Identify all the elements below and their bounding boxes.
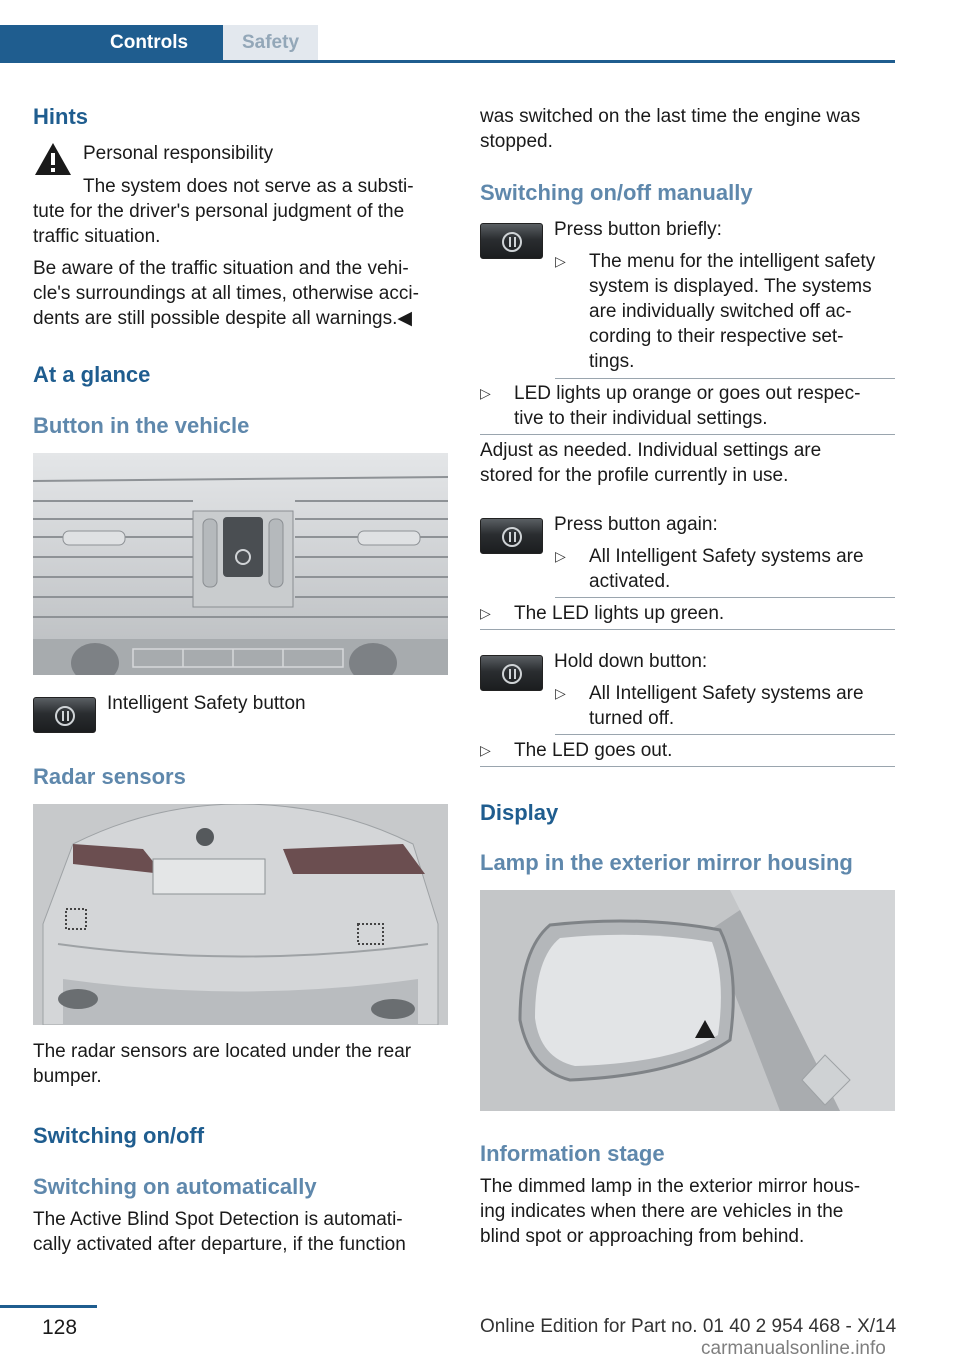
watermark: carmanualsonline.info xyxy=(701,1338,886,1359)
bullet-triangle-icon: ▷ xyxy=(480,385,491,401)
list-item-text: All Intelligent Safety systems are xyxy=(589,546,864,567)
display-heading: Display xyxy=(480,800,559,825)
page-number: 128 xyxy=(42,1316,78,1339)
list-item-text: The LED lights up green. xyxy=(514,603,725,624)
list-item-text: The menu for the intelligent safety xyxy=(589,251,876,272)
list-item-text: cording to their respective set- xyxy=(589,326,844,347)
list-divider xyxy=(480,766,895,767)
lamp-mirror-heading: Lamp in the exterior mirror housing xyxy=(480,850,853,875)
bullet-triangle-icon: ▷ xyxy=(480,742,491,758)
switching-manually-heading: Switching on/off manually xyxy=(480,180,753,205)
tab-controls[interactable]: Controls xyxy=(0,25,223,60)
info-text-line: blind spot or approaching from behind. xyxy=(480,1226,805,1247)
list-divider xyxy=(480,434,895,435)
warning-icon xyxy=(33,141,73,177)
list-item-text: turned off. xyxy=(589,708,675,729)
exterior-mirror-image xyxy=(480,890,895,1111)
intelligent-safety-button-icon xyxy=(480,223,543,259)
radar-sensors-heading: Radar sensors xyxy=(33,764,186,789)
press-briefly-label: Press button briefly: xyxy=(554,219,722,240)
switching-on-automatically-heading: Switching on automatically xyxy=(33,1174,317,1199)
adjust-text-line: stored for the profile currently in use. xyxy=(480,465,789,486)
intelligent-safety-button-icon xyxy=(480,655,543,691)
radar-text-line: The radar sensors are located under the rear xyxy=(33,1041,412,1062)
info-text-line: The dimmed lamp in the exterior mirror hous- xyxy=(480,1176,861,1197)
bullet-triangle-icon: ▷ xyxy=(480,605,491,621)
list-item-text: All Intelligent Safety systems are xyxy=(589,683,864,704)
list-item-text: tive to their individual settings. xyxy=(514,408,768,429)
list-divider xyxy=(555,734,895,735)
continued-text-line: stopped. xyxy=(480,131,553,152)
list-item-text: tings. xyxy=(589,351,635,372)
information-stage-heading: Information stage xyxy=(480,1141,665,1166)
switching-on-off-heading: Switching on/off xyxy=(33,1123,205,1148)
info-text-line: ing indicates when there are vehicles in the xyxy=(480,1201,844,1222)
continued-text-line: was switched on the last time the engine was xyxy=(480,106,861,127)
warning-text-line: traffic situation. xyxy=(33,226,161,247)
auto-text-line: The Active Blind Spot Detection is automati- xyxy=(33,1209,403,1230)
list-item-text: are individually switched off ac- xyxy=(589,301,852,322)
rear-bumper-image xyxy=(33,804,448,1025)
button-caption: Intelligent Safety button xyxy=(107,693,306,714)
intelligent-safety-button-icon xyxy=(480,518,543,554)
list-item-text: system is displayed. The systems xyxy=(589,276,872,297)
intelligent-safety-button-icon xyxy=(33,697,96,733)
list-divider xyxy=(555,378,895,379)
bullet-triangle-icon: ▷ xyxy=(555,685,566,701)
aware-text-line: Be aware of the traffic situation and the vehi- xyxy=(33,258,409,279)
adjust-text-line: Adjust as needed. Individual settings are xyxy=(480,440,822,461)
aware-text-line: dents are still possible despite all warnings.◀ xyxy=(33,308,412,329)
at-a-glance-heading: At a glance xyxy=(33,362,151,387)
auto-text-line: cally activated after departure, if the function xyxy=(33,1234,406,1255)
warning-text-line: The system does not serve as a substi- xyxy=(83,176,414,197)
edition-footer: Online Edition for Part no. 01 40 2 954 468 - X/14 xyxy=(480,1316,897,1337)
hold-down-label: Hold down button: xyxy=(554,651,708,672)
button-in-vehicle-heading: Button in the vehicle xyxy=(33,413,250,438)
header-tab-bar xyxy=(0,25,895,63)
page-number-rule xyxy=(0,1305,97,1308)
list-item-text: The LED goes out. xyxy=(514,740,673,761)
list-divider xyxy=(555,597,895,598)
list-item-text: activated. xyxy=(589,571,671,592)
hints-heading: Hints xyxy=(33,104,88,129)
warning-text-line: tute for the driver's personal judgment of the xyxy=(33,201,405,222)
radar-text-line: bumper. xyxy=(33,1066,102,1087)
dashboard-vents-image xyxy=(33,453,448,675)
warning-title: Personal responsibility xyxy=(83,143,274,164)
aware-text-line: cle's surroundings at all times, otherwise acci- xyxy=(33,283,419,304)
list-divider xyxy=(480,629,895,630)
bullet-triangle-icon: ▷ xyxy=(555,253,566,269)
list-item-text: LED lights up orange or goes out respec- xyxy=(514,383,861,404)
tab-safety[interactable]: Safety xyxy=(223,25,318,60)
bullet-triangle-icon: ▷ xyxy=(555,548,566,564)
press-again-label: Press button again: xyxy=(554,514,718,535)
